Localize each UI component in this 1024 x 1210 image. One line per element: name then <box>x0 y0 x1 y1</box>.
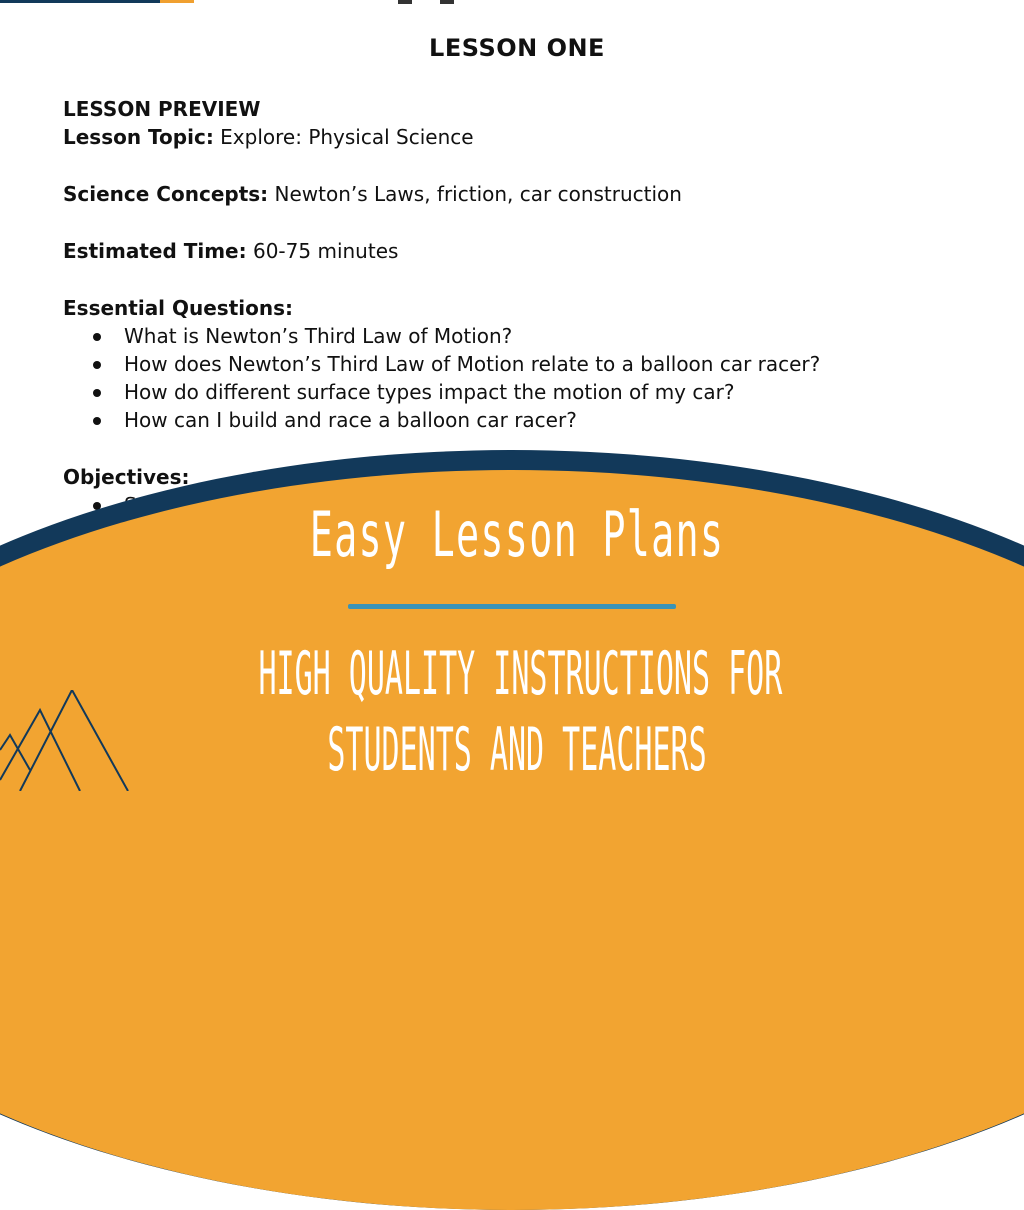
questions-heading: Essential Questions: <box>63 296 294 320</box>
topic-value: Explore: Physical Science <box>220 125 474 149</box>
top-accent-orange <box>160 0 194 3</box>
top-cropped-mark <box>398 0 412 4</box>
page-title: LESSON ONE <box>429 34 605 62</box>
bullet-icon <box>93 417 101 425</box>
topic-label: Lesson Topic: <box>63 125 214 149</box>
mountains-icon <box>0 690 140 791</box>
estimated-time-row <box>63 237 1003 265</box>
questions-list <box>63 322 1003 434</box>
list-item: How does Newton’s Third Law of Motion relate to a balloon car racer? <box>63 350 1003 378</box>
bullet-icon <box>93 389 101 397</box>
list-item: How do different surface types impact the motion of my car? <box>63 378 1003 406</box>
banner-title: Easy Lesson Plans <box>309 498 725 571</box>
banner-subtitle <box>258 636 783 788</box>
time-label: Estimated Time: <box>63 239 247 263</box>
objectives-heading: Objectives: <box>63 465 190 489</box>
concepts-label: Science Concepts: <box>63 182 269 206</box>
lesson-topic-row <box>63 123 1003 151</box>
time-value: 60-75 minutes <box>252 239 399 263</box>
banner-subtitle-line: STUDENTS AND TEACHERS <box>327 715 707 785</box>
concepts-value: Newton’s Laws, friction, car construction <box>274 182 682 206</box>
bullet-icon <box>93 333 101 341</box>
banner-divider <box>348 604 676 609</box>
science-concepts-row <box>63 180 1003 208</box>
list-item: How can I build and race a balloon car racer? <box>63 406 1003 434</box>
bullet-icon <box>93 361 101 369</box>
banner-background <box>0 470 1024 1210</box>
preview-heading: LESSON PREVIEW <box>63 97 261 121</box>
top-cropped-mark <box>440 0 454 4</box>
list-item: What is Newton’s Third Law of Motion? <box>63 322 1003 350</box>
banner-subtitle-line: HIGH QUALITY INSTRUCTIONS FOR <box>258 639 783 709</box>
